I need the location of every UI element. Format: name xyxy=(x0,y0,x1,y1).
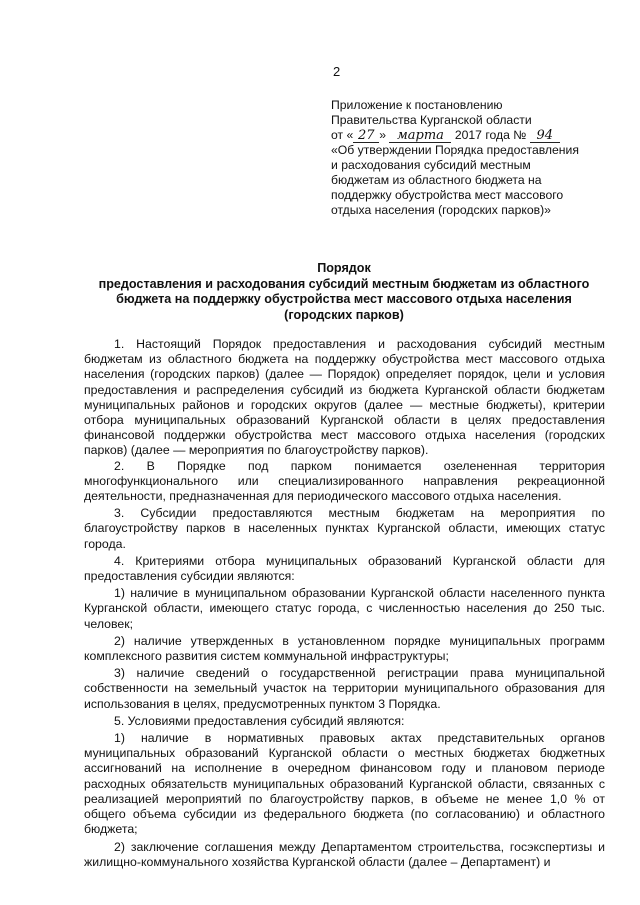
appendix-subject-line: «Об утверждении Порядка предоставления xyxy=(331,143,579,157)
appendix-from: от xyxy=(331,128,344,142)
title-line: предоставления и расходования субсидий местным бюджетам из областного xyxy=(98,276,590,291)
title-line: бюджета на поддержку обустройства мест массового отдыха населения xyxy=(116,292,572,306)
appendix-block xyxy=(331,98,601,218)
paragraph: 3. Субсидии предоставляются местным бюджетам на мероприятия по благоустройству парков в населенных пунктах Курганской области, имеющих статус города. xyxy=(84,506,605,551)
appendix-subject-line: поддержку обустройства мест массового xyxy=(331,188,564,202)
paragraph: 3) наличие сведений о государственной регистрации права муниципальной собственности на земельный участок на территории муниципального образования для использования в целях, предусмотренных пунктом 3 Порядка. xyxy=(84,666,605,711)
document-body xyxy=(84,337,605,870)
appendix-line-1: Приложение к постановлению xyxy=(331,98,503,112)
page-number: 2 xyxy=(333,64,341,79)
handwritten-day: 27 xyxy=(353,129,379,143)
paragraph: 2) заключение соглашения между Департаментом строительства, госэкспертизы и жилищно-коммунального хозяйства Курганской области (далее – Департамент) и xyxy=(84,839,605,869)
paragraph: 1) наличие в нормативных правовых актах представительных органов муниципальных образований Курганской области о местных бюджетах бюджетных ассигнований на исполнение в очередном финансовом году и плановом периоде расходных обязательств муниципальных образований Курганской области, связанных с реализацией мероприятий по благоустройству парков, в объеме не менее 1,0 % от общего объема субсидии из федерального бюджета (по согласованию) и областного бюджета; xyxy=(84,731,605,837)
appendix-subject-line: бюджетам из областного бюджета на xyxy=(331,173,542,187)
document-title xyxy=(84,261,604,323)
quote-open: « xyxy=(346,128,354,142)
handwritten-number: 94 xyxy=(530,129,560,143)
title-line: (городских парков) xyxy=(284,307,404,322)
appendix-subject-line: и расходования субсидий местным xyxy=(331,158,531,172)
handwritten-month: марта xyxy=(389,129,451,143)
appendix-year: 2017 года № xyxy=(454,128,527,142)
paragraph: 4. Критериями отбора муниципальных образований Курганской области для предоставления субсидии являются: xyxy=(84,553,605,584)
paragraph: 1. Настоящий Порядок предоставления и расходования субсидий местным бюджетам из областного бюджета на поддержку обустройства мест массового отдыха населения (городских парков) (далее — Порядок) определяет порядок, цели и условия предоставления и распределения субсидий из бюджета Курганской области бюджетам муниципальных районов и городских округов (далее — местные бюджеты), критерии отбора муниципальных образований Курганской области в целях предоставления финансовой поддержки обустройства мест массового отдыха населения (городских парков) (далее — мероприятия по благоустройству парков). xyxy=(84,337,605,458)
paragraph: 5. Условиями предоставления субсидий являются: xyxy=(114,713,405,728)
paragraph: 1) наличие в муниципальном образовании Курганской области населенного пункта Курганской области, имеющего статус города, с численностью населения до 250 тыс. человек; xyxy=(84,586,605,631)
appendix-subject-line: отдыха населения (городских парков)» xyxy=(331,203,551,217)
title-heading: Порядок xyxy=(317,261,371,275)
quote-close: » xyxy=(379,128,387,142)
paragraph: 2) наличие утвержденных в установленном порядке муниципальных программ комплексного развития систем коммунальной инфраструктуры; xyxy=(84,633,605,664)
appendix-date-line xyxy=(331,128,601,143)
paragraph: 2. В Порядке под парком понимается озелененная территория многофункционального или специализированного направления рекреационной деятельности, предназначенная для периодического массового отдыха населения. xyxy=(84,458,605,504)
appendix-line-2: Правительства Курганской области xyxy=(331,113,532,127)
